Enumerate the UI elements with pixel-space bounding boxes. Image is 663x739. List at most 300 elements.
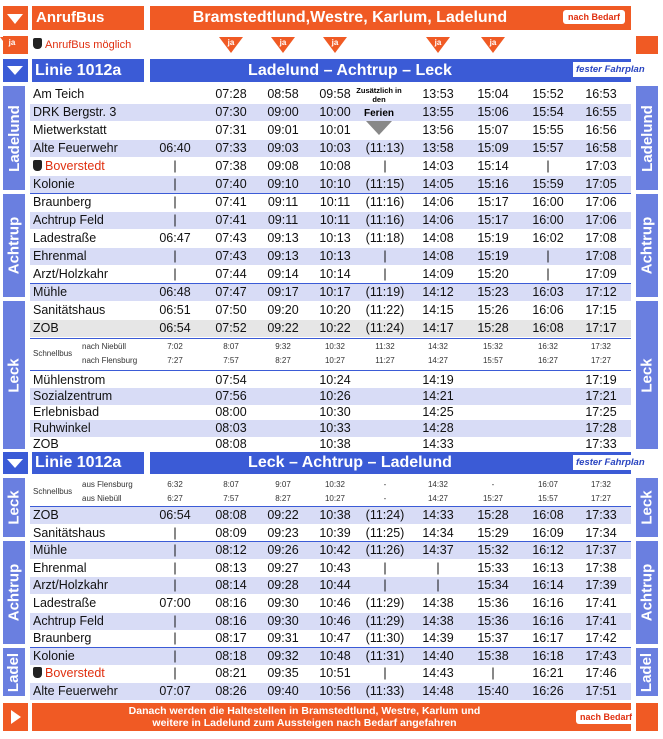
schnellbus-time: 8:07 bbox=[223, 342, 239, 351]
time-cell: (11:24) bbox=[365, 508, 405, 522]
stop-name: Ehrenmal bbox=[33, 560, 87, 575]
time-cell: 07:41 bbox=[215, 195, 247, 209]
time-cell: 09:22 bbox=[267, 321, 299, 335]
time-cell: 13:56 bbox=[422, 123, 454, 137]
ja-chip: ja bbox=[271, 37, 295, 53]
chevron-down-icon bbox=[7, 66, 23, 75]
time-cell: 14:40 bbox=[422, 648, 454, 663]
footer-text-1: Danach werden die Haltestellen in Bramstedtlund, Westre, Karlum und bbox=[128, 705, 481, 717]
section-leck-right: Leck bbox=[636, 301, 658, 449]
time-cell: 15:59 bbox=[532, 177, 564, 191]
time-cell: 09:03 bbox=[267, 141, 299, 155]
time-cell: 10:22 bbox=[319, 321, 351, 335]
table-row bbox=[30, 388, 631, 405]
time-cell: 16:21 bbox=[532, 666, 564, 681]
ja-chip: ja bbox=[219, 37, 243, 53]
ferien-note bbox=[350, 86, 408, 154]
ja-chip: ja bbox=[0, 37, 24, 53]
schnellbus-row bbox=[30, 354, 631, 368]
time-cell: 15:09 bbox=[477, 141, 509, 155]
table-row bbox=[30, 525, 631, 542]
time-cell: 06:54 bbox=[159, 321, 191, 335]
stop-name: Am Teich bbox=[33, 87, 85, 101]
time-cell: 17:28 bbox=[585, 421, 617, 435]
chevron-down-icon bbox=[7, 459, 23, 468]
linie1-route: Ladelund – Achtrup – Leck bbox=[248, 62, 452, 79]
time-cell: 13:53 bbox=[422, 87, 454, 101]
time-cell: 17:12 bbox=[585, 285, 617, 299]
schnellbus-time: 9:07 bbox=[275, 480, 291, 489]
time-cell: | bbox=[173, 560, 177, 575]
ja-chip: ja bbox=[426, 37, 450, 53]
anrufbus-moeglich-label: AnrufBus möglich bbox=[45, 39, 132, 51]
nach-bedarf-badge: nach Bedarf bbox=[563, 10, 625, 24]
time-cell: 10:01 bbox=[319, 123, 351, 137]
schnellbus-time: 17:27 bbox=[590, 356, 612, 365]
section-leck: Leck bbox=[3, 301, 25, 449]
time-cell: 07:41 bbox=[215, 213, 247, 227]
time-cell: 15:17 bbox=[477, 195, 509, 209]
table-row bbox=[30, 248, 631, 265]
time-cell: 10:38 bbox=[319, 508, 351, 522]
stop-name: Ehrenmal bbox=[33, 249, 87, 263]
time-cell: 14:39 bbox=[422, 631, 454, 646]
time-cell: | bbox=[173, 666, 177, 681]
stop-name: DRK Bergstr. 3 bbox=[33, 105, 117, 119]
time-cell: 10:38 bbox=[319, 437, 351, 451]
schnellbus-time: 15:57 bbox=[482, 356, 504, 365]
section-achtrup-2-right: Achtrup bbox=[636, 541, 658, 644]
table-row bbox=[30, 122, 631, 139]
time-cell: | bbox=[173, 543, 177, 558]
time-cell: 08:08 bbox=[215, 508, 247, 522]
time-cell: 09:11 bbox=[267, 213, 299, 227]
time-cell: 10:30 bbox=[319, 405, 351, 419]
time-cell: 16:26 bbox=[532, 684, 564, 698]
time-cell: 17:05 bbox=[585, 177, 617, 191]
schnellbus-time: 16:27 bbox=[537, 356, 559, 365]
time-cell: 08:13 bbox=[215, 560, 247, 575]
time-cell: | bbox=[383, 578, 387, 593]
schnellbus-time: 7:57 bbox=[223, 356, 239, 365]
fester-fahrplan-badge: fester Fahrplan bbox=[573, 455, 648, 470]
time-cell: | bbox=[173, 525, 177, 540]
time-cell: 08:16 bbox=[215, 596, 247, 610]
time-cell: 14:06 bbox=[422, 195, 454, 209]
time-cell: 10:11 bbox=[319, 213, 351, 227]
time-cell: 17:15 bbox=[585, 303, 617, 317]
time-cell: 15:28 bbox=[477, 321, 509, 335]
time-cell: 15:33 bbox=[477, 560, 509, 575]
time-cell: 15:52 bbox=[532, 87, 564, 101]
schnellbus-time: - bbox=[383, 480, 387, 489]
table-row bbox=[30, 404, 631, 421]
schnellbus-label: Schnellbus bbox=[33, 487, 73, 496]
time-cell: 10:42 bbox=[319, 543, 351, 558]
time-cell: (11:15) bbox=[365, 177, 405, 191]
stop-name: Mühle bbox=[33, 285, 68, 299]
linie1-route-bar bbox=[150, 59, 645, 82]
time-cell: 10:03 bbox=[319, 141, 351, 155]
time-cell: 07:28 bbox=[215, 87, 247, 101]
time-cell: 14:03 bbox=[422, 159, 454, 173]
schnellbus-time: - bbox=[383, 494, 387, 503]
time-cell: 08:12 bbox=[215, 543, 247, 558]
time-cell: 09:20 bbox=[267, 303, 299, 317]
time-cell: 14:43 bbox=[422, 666, 454, 681]
schnellbus-time: 10:27 bbox=[324, 356, 346, 365]
schnellbus-time: 16:07 bbox=[537, 480, 559, 489]
time-cell: 10:08 bbox=[319, 159, 351, 173]
schnellbus-time: 17:32 bbox=[590, 480, 612, 489]
time-cell: 15:34 bbox=[477, 578, 509, 593]
time-cell: 16:14 bbox=[532, 578, 564, 593]
time-cell: (11:16) bbox=[365, 195, 405, 209]
time-cell: | bbox=[436, 560, 440, 575]
schnellbus-time: 6:32 bbox=[167, 480, 183, 489]
time-cell: 15:54 bbox=[532, 105, 564, 119]
time-cell: 16:56 bbox=[585, 123, 617, 137]
time-cell: (11:30) bbox=[365, 631, 405, 646]
down-triangle-icon bbox=[366, 121, 392, 135]
section-ladel-2-right: Ladel bbox=[636, 648, 658, 696]
time-cell: 10:26 bbox=[319, 389, 351, 403]
time-cell: 15:36 bbox=[477, 596, 509, 610]
schnellbus-time: 10:32 bbox=[324, 342, 346, 351]
phone-icon bbox=[33, 160, 42, 171]
time-cell: (11:29) bbox=[365, 596, 405, 610]
time-cell: 17:25 bbox=[585, 405, 617, 419]
time-cell: 15:38 bbox=[477, 648, 509, 663]
schnellbus-time: 11:27 bbox=[375, 356, 395, 365]
time-cell: 14:34 bbox=[422, 525, 454, 540]
time-cell: 10:56 bbox=[319, 684, 351, 698]
time-cell: 10:43 bbox=[319, 560, 351, 575]
stop-name: Mühlenstrom bbox=[33, 373, 106, 387]
stop-name: Sanitätshaus bbox=[33, 525, 106, 540]
linie2-toggle[interactable] bbox=[3, 452, 28, 474]
stop-name: Boverstedt bbox=[33, 665, 105, 682]
time-cell: 17:06 bbox=[585, 213, 617, 227]
table-row bbox=[30, 420, 631, 437]
time-cell: 09:58 bbox=[319, 87, 351, 101]
time-cell: 17:08 bbox=[585, 231, 617, 245]
time-cell: 09:10 bbox=[267, 177, 299, 191]
time-cell: 09:14 bbox=[267, 267, 299, 281]
schnellbus-time: - bbox=[491, 480, 495, 489]
time-cell: 16:00 bbox=[532, 195, 564, 209]
time-cell: 17:33 bbox=[585, 508, 617, 522]
section-achtrup: Achtrup bbox=[3, 194, 25, 297]
time-cell: | bbox=[383, 267, 387, 281]
section-ladel-2: Ladel bbox=[3, 648, 25, 696]
time-cell: 08:03 bbox=[215, 421, 247, 435]
table-row bbox=[30, 194, 631, 211]
linie1-toggle[interactable] bbox=[3, 59, 28, 82]
time-cell: 08:17 bbox=[215, 631, 247, 646]
time-cell: 15:32 bbox=[477, 543, 509, 558]
time-cell: 07:38 bbox=[215, 159, 247, 173]
time-cell: 15:06 bbox=[477, 105, 509, 119]
time-cell: | bbox=[546, 267, 550, 281]
schnellbus-time: 17:32 bbox=[590, 342, 612, 351]
time-cell: 10:46 bbox=[319, 613, 351, 628]
stop-name: Alte Feuerwehr bbox=[33, 684, 118, 698]
time-cell: 06:47 bbox=[159, 231, 191, 245]
time-cell: 10:51 bbox=[319, 666, 351, 681]
anrufbus-toggle-box[interactable] bbox=[3, 6, 28, 30]
time-cell: 10:33 bbox=[319, 421, 351, 435]
time-cell: | bbox=[383, 560, 387, 575]
ja-chips-row bbox=[0, 36, 663, 54]
time-cell: | bbox=[173, 177, 177, 191]
time-cell: 17:21 bbox=[585, 389, 617, 403]
time-cell: 16:13 bbox=[532, 560, 564, 575]
time-cell: 09:35 bbox=[267, 666, 299, 681]
time-cell: 10:17 bbox=[319, 285, 351, 299]
time-cell: 15:07 bbox=[477, 123, 509, 137]
stop-name: Arzt/Holzkahr bbox=[33, 578, 109, 593]
time-cell: | bbox=[546, 249, 550, 263]
time-cell: 09:11 bbox=[267, 195, 299, 209]
section-ladelund: Ladelund bbox=[3, 86, 25, 190]
schnellbus-time: 15:32 bbox=[482, 342, 504, 351]
table-row bbox=[30, 266, 631, 283]
footer-play-box[interactable] bbox=[3, 703, 28, 731]
section-ladelund-right: Ladelund bbox=[636, 86, 658, 190]
time-cell: | bbox=[173, 159, 177, 173]
time-cell: 17:03 bbox=[585, 159, 617, 173]
stop-name: Mühle bbox=[33, 543, 68, 558]
time-cell: 17:39 bbox=[585, 578, 617, 593]
time-cell: 10:13 bbox=[319, 249, 351, 263]
stop-name: ZOB bbox=[33, 437, 59, 451]
time-cell: 15:55 bbox=[532, 123, 564, 137]
time-cell: 15:57 bbox=[532, 141, 564, 155]
time-cell: 15:36 bbox=[477, 613, 509, 628]
time-cell: 14:17 bbox=[422, 321, 454, 335]
time-cell: 16:06 bbox=[532, 303, 564, 317]
time-cell: 08:18 bbox=[215, 648, 247, 663]
time-cell: 16:55 bbox=[585, 105, 617, 119]
time-cell: 08:09 bbox=[215, 525, 247, 540]
schnellbus-time: 7:02 bbox=[167, 342, 183, 351]
time-cell: (11:22) bbox=[365, 303, 405, 317]
linie1-label: Linie 1012a bbox=[32, 59, 144, 82]
phone-icon bbox=[33, 667, 42, 678]
time-cell: 10:44 bbox=[319, 578, 351, 593]
time-cell: 16:03 bbox=[532, 285, 564, 299]
stop-name: Arzt/Holzkahr bbox=[33, 267, 109, 281]
table-row bbox=[30, 648, 631, 665]
time-cell: 16:17 bbox=[532, 631, 564, 646]
table-row bbox=[30, 86, 631, 103]
schnellbus-time: 14:32 bbox=[427, 342, 449, 351]
table-row bbox=[30, 158, 631, 175]
table-row bbox=[30, 230, 631, 247]
schnellbus-time: 8:07 bbox=[223, 480, 239, 489]
stop-name: Alte Feuerwehr bbox=[33, 141, 118, 155]
time-cell: 17:46 bbox=[585, 666, 617, 681]
schnellbus-time: 8:27 bbox=[275, 494, 291, 503]
time-cell: 08:21 bbox=[215, 666, 247, 681]
time-cell: 17:41 bbox=[585, 596, 617, 610]
stop-name: ZOB bbox=[33, 321, 59, 335]
schnellbus-label: Schnellbus bbox=[33, 349, 73, 358]
time-cell: 16:16 bbox=[532, 613, 564, 628]
time-cell: 09:08 bbox=[267, 159, 299, 173]
stop-name: Mietwerkstatt bbox=[33, 123, 107, 137]
play-icon bbox=[11, 710, 21, 724]
time-cell: 09:13 bbox=[267, 249, 299, 263]
time-cell: 14:06 bbox=[422, 213, 454, 227]
time-cell: 14:09 bbox=[422, 267, 454, 281]
time-cell: (11:26) bbox=[365, 543, 405, 558]
time-cell: (11:13) bbox=[365, 141, 405, 155]
schnellbus-time: 14:27 bbox=[427, 356, 449, 365]
time-cell: 15:28 bbox=[477, 508, 509, 522]
table-row bbox=[30, 542, 631, 559]
stop-name: Sanitätshaus bbox=[33, 303, 106, 317]
time-cell: 14:21 bbox=[422, 389, 454, 403]
linie2-label: Linie 1012a bbox=[32, 452, 144, 474]
schnellbus-time: 10:27 bbox=[324, 494, 346, 503]
schnellbus-direction: aus Niebüll bbox=[82, 494, 122, 503]
time-cell: | bbox=[436, 578, 440, 593]
time-cell: 07:43 bbox=[215, 231, 247, 245]
time-cell: (11:24) bbox=[365, 321, 405, 335]
table-row bbox=[30, 595, 631, 612]
schnellbus-time: 14:27 bbox=[427, 494, 449, 503]
time-cell: 09:26 bbox=[267, 543, 299, 558]
time-cell: 17:51 bbox=[585, 684, 617, 698]
time-cell: 07:33 bbox=[215, 141, 247, 155]
time-cell: 14:33 bbox=[422, 437, 454, 451]
time-cell: 14:33 bbox=[422, 508, 454, 522]
time-cell: | bbox=[173, 249, 177, 263]
time-cell: 15:29 bbox=[477, 525, 509, 540]
time-cell: | bbox=[173, 213, 177, 227]
anrufbus-label: AnrufBus bbox=[32, 6, 144, 30]
time-cell: 16:08 bbox=[532, 321, 564, 335]
time-cell: 14:05 bbox=[422, 177, 454, 191]
time-cell: 10:47 bbox=[319, 631, 351, 646]
time-cell: 10:13 bbox=[319, 231, 351, 245]
table-row bbox=[30, 320, 631, 337]
table-row bbox=[30, 436, 631, 453]
header-title-bar bbox=[150, 6, 631, 30]
time-cell: 06:54 bbox=[159, 508, 191, 522]
time-cell: 09:00 bbox=[267, 105, 299, 119]
time-cell: 15:19 bbox=[477, 231, 509, 245]
table-row bbox=[30, 665, 631, 682]
stop-name: ZOB bbox=[33, 508, 59, 522]
time-cell: 14:48 bbox=[422, 684, 454, 698]
time-cell: | bbox=[173, 648, 177, 663]
time-cell: 07:44 bbox=[215, 267, 247, 281]
stop-name: Ruhwinkel bbox=[33, 421, 91, 435]
time-cell: 07:54 bbox=[215, 373, 247, 387]
schnellbus-direction: nach Niebüll bbox=[82, 342, 127, 351]
time-cell: 15:16 bbox=[477, 177, 509, 191]
stop-name: Erlebnisbad bbox=[33, 405, 100, 419]
fester-fahrplan-badge: fester Fahrplan bbox=[573, 62, 648, 77]
time-cell: 14:28 bbox=[422, 421, 454, 435]
time-cell: 10:48 bbox=[319, 648, 351, 663]
time-cell: 06:51 bbox=[159, 303, 191, 317]
time-cell: 14:08 bbox=[422, 231, 454, 245]
time-cell: 16:53 bbox=[585, 87, 617, 101]
time-cell: 09:01 bbox=[267, 123, 299, 137]
linie2-route: Leck – Achtrup – Ladelund bbox=[248, 454, 452, 471]
time-cell: 07:31 bbox=[215, 123, 247, 137]
time-cell: 07:47 bbox=[215, 285, 247, 299]
schnellbus-time: 15:57 bbox=[537, 494, 559, 503]
time-cell: 10:20 bbox=[319, 303, 351, 317]
time-cell: 08:58 bbox=[267, 87, 299, 101]
time-cell: | bbox=[491, 666, 495, 681]
time-cell: 09:27 bbox=[267, 560, 299, 575]
time-cell: (11:16) bbox=[365, 213, 405, 227]
time-cell: 09:40 bbox=[267, 684, 299, 698]
table-row bbox=[30, 176, 631, 193]
time-cell: 16:12 bbox=[532, 543, 564, 558]
ja-chip: ja bbox=[323, 37, 347, 53]
schnellbus-time: 15:27 bbox=[482, 494, 504, 503]
time-cell: 17:38 bbox=[585, 560, 617, 575]
footer-bar bbox=[32, 703, 631, 731]
table-row bbox=[30, 630, 631, 647]
nach-bedarf-badge: nach Bedarf bbox=[576, 710, 636, 724]
table-row bbox=[30, 284, 631, 301]
time-cell: 14:19 bbox=[422, 373, 454, 387]
time-cell: 17:09 bbox=[585, 267, 617, 281]
time-cell: 17:19 bbox=[585, 373, 617, 387]
schnellbus-time: 14:32 bbox=[427, 480, 449, 489]
time-cell: 07:50 bbox=[215, 303, 247, 317]
time-cell: 14:25 bbox=[422, 405, 454, 419]
schnellbus-row bbox=[30, 478, 631, 496]
time-cell: 10:14 bbox=[319, 267, 351, 281]
stop-name: Boverstedt bbox=[33, 158, 105, 175]
time-cell: (11:18) bbox=[365, 231, 405, 245]
time-cell: 14:38 bbox=[422, 613, 454, 628]
stop-name: Achtrup Feld bbox=[33, 613, 104, 628]
time-cell: 16:02 bbox=[532, 231, 564, 245]
time-cell: 17:41 bbox=[585, 613, 617, 628]
time-cell: 15:37 bbox=[477, 631, 509, 646]
schnellbus-time: 7:27 bbox=[167, 356, 183, 365]
time-cell: 08:08 bbox=[215, 437, 247, 451]
time-cell: 16:16 bbox=[532, 596, 564, 610]
time-cell: 17:43 bbox=[585, 648, 617, 663]
time-cell: 10:46 bbox=[319, 596, 351, 610]
stop-name: Ladestraße bbox=[33, 596, 97, 610]
time-cell: 09:31 bbox=[267, 631, 299, 646]
schnellbus-direction: aus Flensburg bbox=[82, 480, 133, 489]
time-cell: 14:37 bbox=[422, 543, 454, 558]
time-cell: 14:12 bbox=[422, 285, 454, 299]
time-cell: 09:23 bbox=[267, 525, 299, 540]
time-cell: 13:55 bbox=[422, 105, 454, 119]
time-cell: 10:24 bbox=[319, 373, 351, 387]
time-cell: 17:06 bbox=[585, 195, 617, 209]
table-row bbox=[30, 613, 631, 630]
table-row bbox=[30, 140, 631, 157]
schnellbus-row bbox=[30, 340, 631, 358]
time-cell: 08:14 bbox=[215, 578, 247, 593]
time-cell: (11:25) bbox=[365, 525, 405, 540]
